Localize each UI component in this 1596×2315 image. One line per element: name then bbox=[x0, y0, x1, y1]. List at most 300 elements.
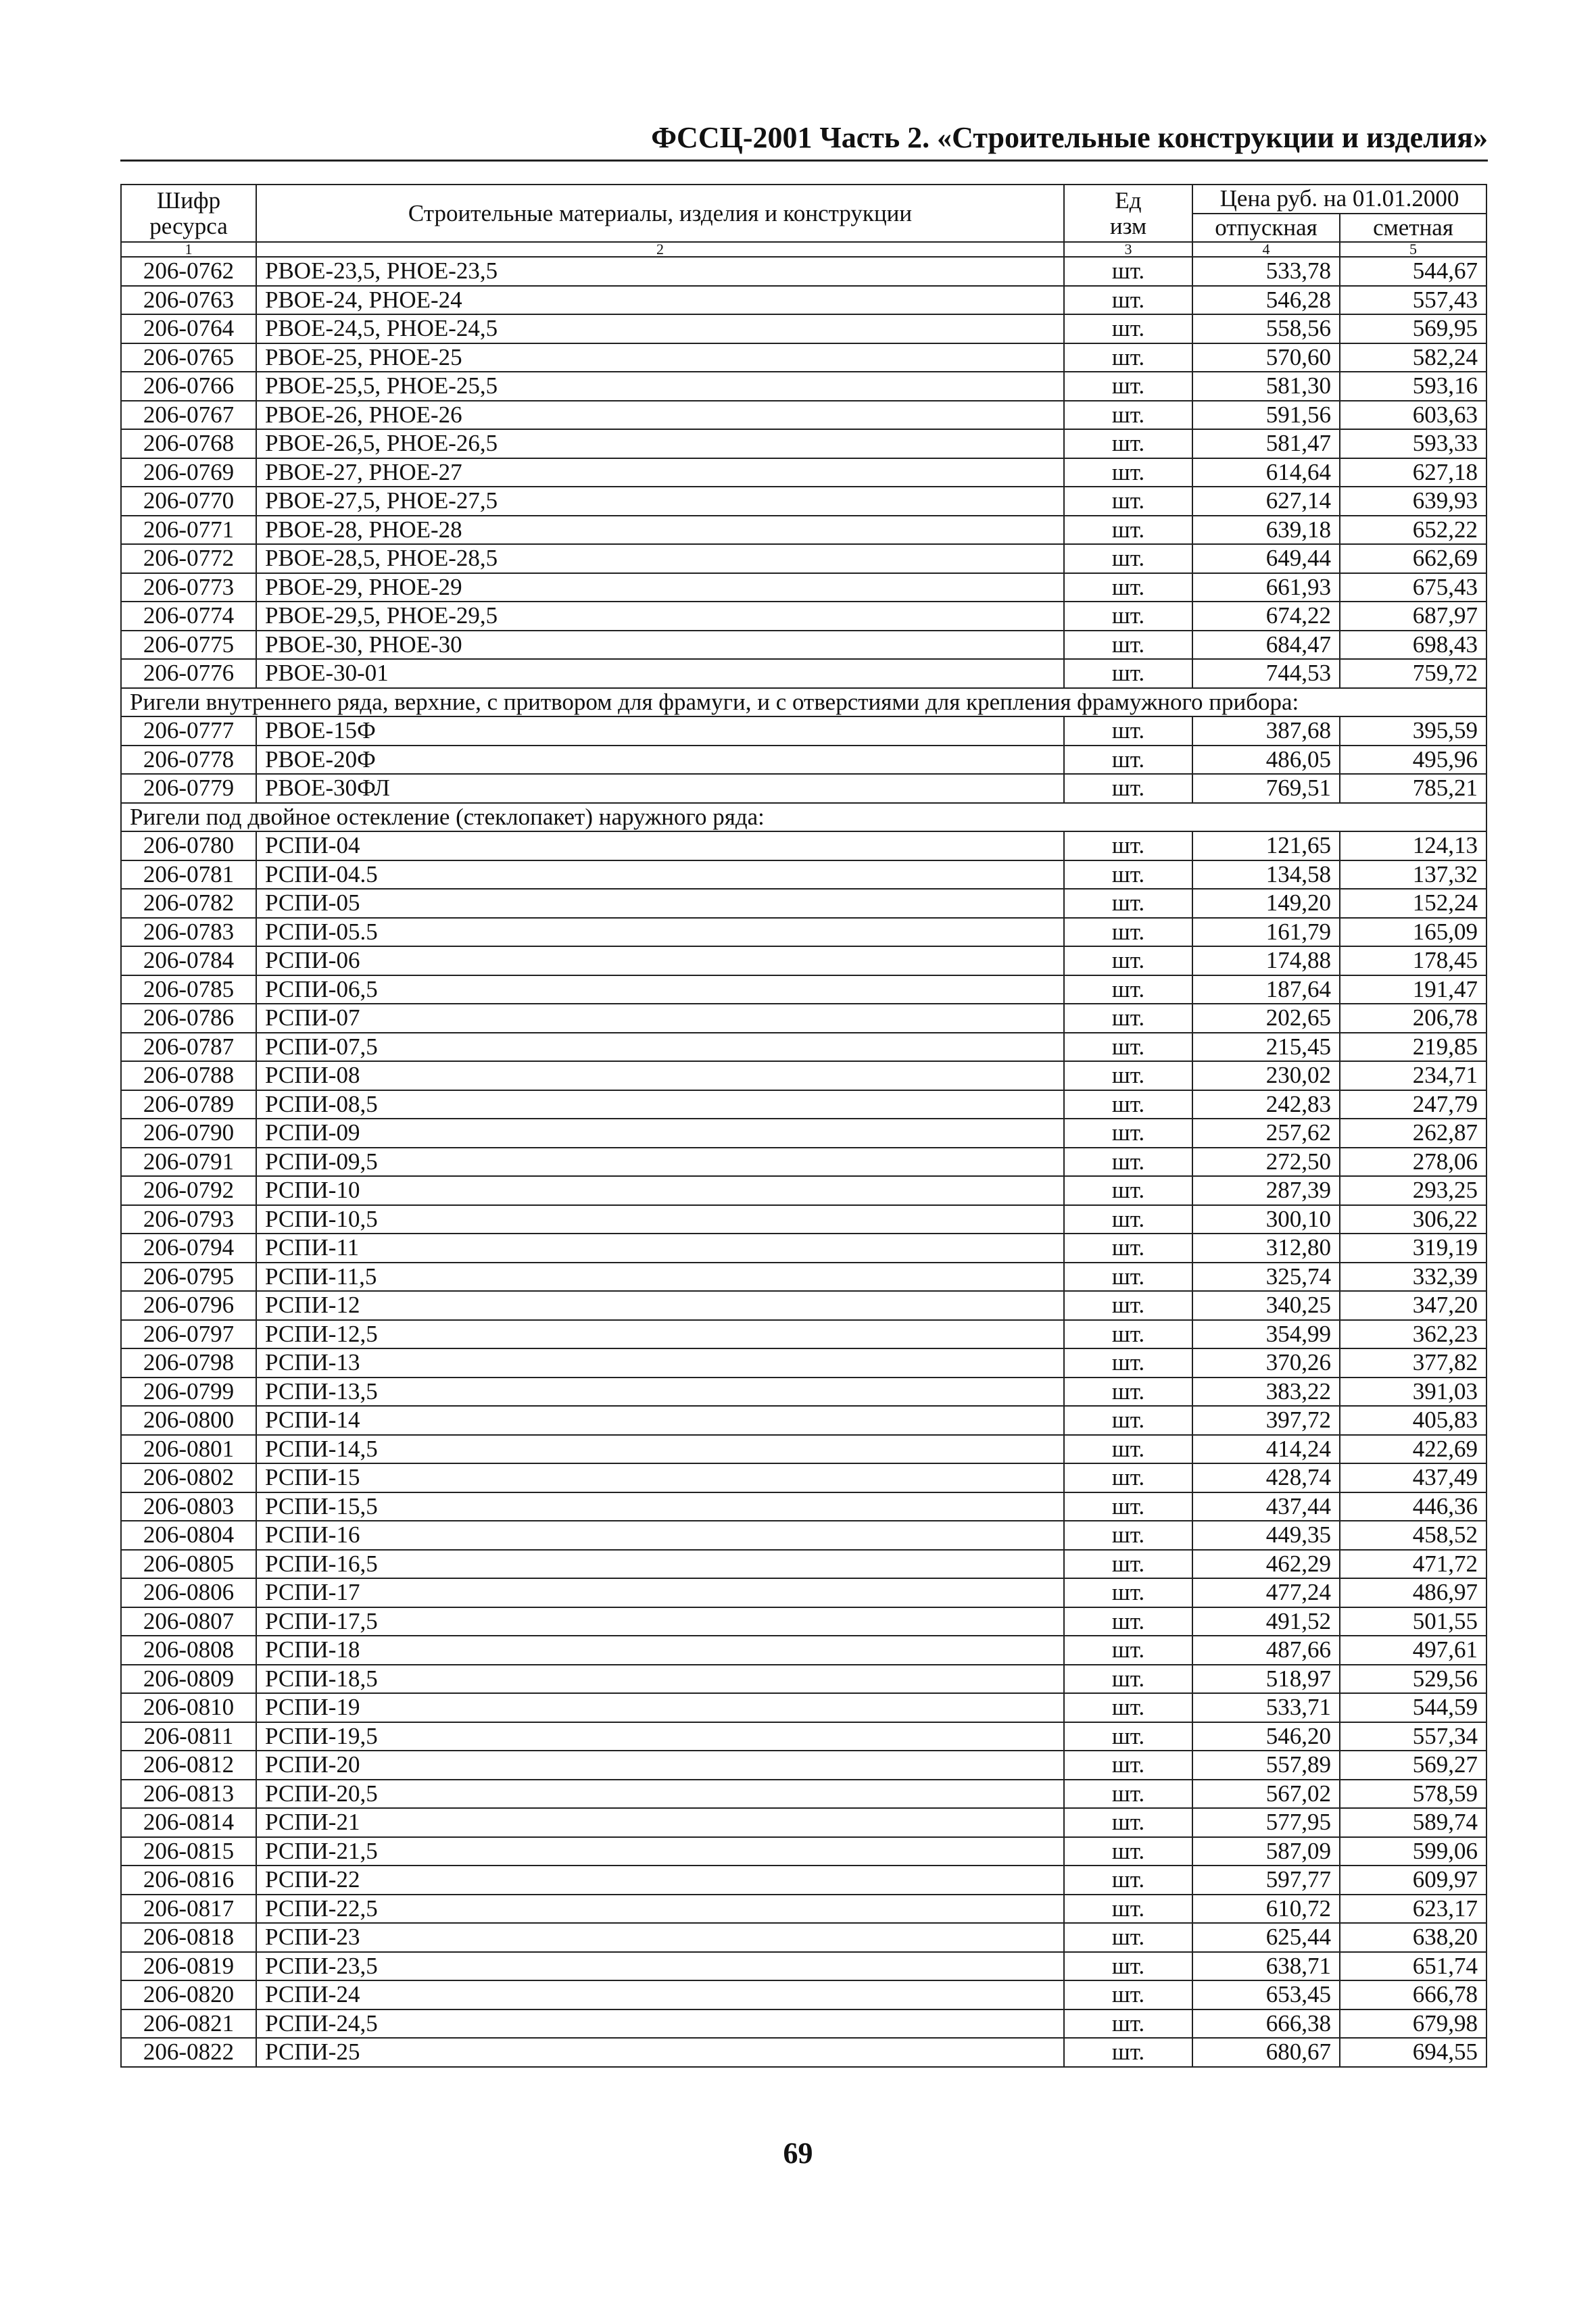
price-release-cell: 684,47 bbox=[1192, 631, 1340, 660]
resource-code-cell: 206-0817 bbox=[121, 1895, 256, 1924]
price-release-cell: 149,20 bbox=[1192, 889, 1340, 918]
resource-code-cell: 206-0819 bbox=[121, 1952, 256, 1981]
resource-name-cell: РСПИ-24 bbox=[256, 1980, 1064, 2009]
resource-name-cell: РСПИ-11,5 bbox=[256, 1263, 1064, 1292]
unit-cell: шт. bbox=[1064, 1837, 1192, 1866]
resource-name-cell: РСПИ-12 bbox=[256, 1291, 1064, 1320]
resource-code-cell: 206-0794 bbox=[121, 1234, 256, 1263]
resource-name-cell: РСПИ-10 bbox=[256, 1176, 1064, 1205]
price-estimate-cell: 679,98 bbox=[1340, 2009, 1486, 2039]
col-header-price-release: отпускная bbox=[1192, 214, 1340, 243]
col-header-unit-line1: Ед bbox=[1115, 187, 1142, 214]
resource-name-cell: РСПИ-22 bbox=[256, 1866, 1064, 1895]
price-estimate-cell: 694,55 bbox=[1340, 2038, 1486, 2067]
table-row bbox=[121, 458, 1486, 487]
resource-code-cell: 206-0763 bbox=[121, 286, 256, 315]
resource-code-cell: 206-0821 bbox=[121, 2009, 256, 2039]
price-estimate-cell: 639,93 bbox=[1340, 487, 1486, 516]
resource-name-cell: РВОЕ-28, РНОЕ-28 bbox=[256, 516, 1064, 545]
table-row bbox=[121, 1952, 1486, 1981]
unit-cell: шт. bbox=[1064, 458, 1192, 487]
table-row bbox=[121, 1291, 1486, 1320]
unit-cell: шт. bbox=[1064, 889, 1192, 918]
table-row bbox=[121, 1378, 1486, 1407]
table-body bbox=[121, 257, 1486, 2067]
price-release-cell: 638,71 bbox=[1192, 1952, 1340, 1981]
unit-cell: шт. bbox=[1064, 1263, 1192, 1292]
price-release-cell: 614,64 bbox=[1192, 458, 1340, 487]
resource-code-cell: 206-0787 bbox=[121, 1033, 256, 1062]
price-estimate-cell: 293,25 bbox=[1340, 1176, 1486, 1205]
table-row bbox=[121, 946, 1486, 975]
price-release-cell: 134,58 bbox=[1192, 860, 1340, 890]
resource-code-cell: 206-0822 bbox=[121, 2038, 256, 2067]
unit-cell: шт. bbox=[1064, 516, 1192, 545]
table-row bbox=[121, 257, 1486, 286]
resource-code-cell: 206-0818 bbox=[121, 1923, 256, 1952]
unit-cell: шт. bbox=[1064, 1348, 1192, 1378]
table-row bbox=[121, 544, 1486, 573]
section-title: Ригели под двойное остекление (стеклопакет) наружного ряда: bbox=[121, 803, 1486, 832]
table-row bbox=[121, 1693, 1486, 1722]
resource-name-cell: РВОЕ-27, РНОЕ-27 bbox=[256, 458, 1064, 487]
resource-code-cell: 206-0795 bbox=[121, 1263, 256, 1292]
price-estimate-cell: 332,39 bbox=[1340, 1263, 1486, 1292]
unit-cell: шт. bbox=[1064, 257, 1192, 286]
resource-code-cell: 206-0768 bbox=[121, 429, 256, 458]
price-estimate-cell: 578,59 bbox=[1340, 1780, 1486, 1809]
resource-name-cell: РСПИ-24,5 bbox=[256, 2009, 1064, 2039]
price-estimate-cell: 152,24 bbox=[1340, 889, 1486, 918]
table-row bbox=[121, 1004, 1486, 1033]
price-estimate-cell: 651,74 bbox=[1340, 1952, 1486, 1981]
resource-name-cell: РСПИ-13 bbox=[256, 1348, 1064, 1378]
resource-name-cell: РСПИ-10,5 bbox=[256, 1205, 1064, 1234]
table-row bbox=[121, 774, 1486, 803]
price-release-cell: 577,95 bbox=[1192, 1808, 1340, 1837]
table-row bbox=[121, 1751, 1486, 1780]
price-release-cell: 300,10 bbox=[1192, 1205, 1340, 1234]
price-estimate-cell: 247,79 bbox=[1340, 1090, 1486, 1119]
resource-code-cell: 206-0772 bbox=[121, 544, 256, 573]
resource-name-cell: РСПИ-05 bbox=[256, 889, 1064, 918]
document-header-title: ФССЦ-2001 Часть 2. «Строительные конструкции и изделия» bbox=[651, 121, 1488, 154]
resource-name-cell: РВОЕ-24,5, РНОЕ-24,5 bbox=[256, 314, 1064, 343]
price-release-cell: 174,88 bbox=[1192, 946, 1340, 975]
resource-code-cell: 206-0811 bbox=[121, 1722, 256, 1751]
unit-cell: шт. bbox=[1064, 2038, 1192, 2067]
price-release-cell: 518,97 bbox=[1192, 1665, 1340, 1694]
resource-name-cell: РСПИ-14 bbox=[256, 1406, 1064, 1435]
price-estimate-cell: 178,45 bbox=[1340, 946, 1486, 975]
table-row bbox=[121, 1521, 1486, 1550]
price-estimate-cell: 582,24 bbox=[1340, 343, 1486, 372]
unit-cell: шт. bbox=[1064, 286, 1192, 315]
price-release-cell: 449,35 bbox=[1192, 1521, 1340, 1550]
resource-code-cell: 206-0815 bbox=[121, 1837, 256, 1866]
col-header-code-line2: ресурса bbox=[149, 212, 228, 239]
price-release-cell: 567,02 bbox=[1192, 1780, 1340, 1809]
resource-name-cell: РСПИ-13,5 bbox=[256, 1378, 1064, 1407]
section-row bbox=[121, 688, 1486, 717]
price-release-cell: 230,02 bbox=[1192, 1061, 1340, 1090]
table-row bbox=[121, 1090, 1486, 1119]
resource-code-cell: 206-0789 bbox=[121, 1090, 256, 1119]
resource-name-cell: РВОЕ-26, РНОЕ-26 bbox=[256, 401, 1064, 430]
table-row bbox=[121, 1492, 1486, 1521]
resource-name-cell: РСПИ-08,5 bbox=[256, 1090, 1064, 1119]
resource-name-cell: РСПИ-17 bbox=[256, 1578, 1064, 1607]
resource-code-cell: 206-0771 bbox=[121, 516, 256, 545]
price-release-cell: 387,68 bbox=[1192, 716, 1340, 746]
unit-cell: шт. bbox=[1064, 1234, 1192, 1263]
resource-name-cell: РСПИ-07,5 bbox=[256, 1033, 1064, 1062]
resource-name-cell: РСПИ-16,5 bbox=[256, 1550, 1064, 1579]
resource-code-cell: 206-0809 bbox=[121, 1665, 256, 1694]
price-estimate-cell: 544,59 bbox=[1340, 1693, 1486, 1722]
price-release-cell: 769,51 bbox=[1192, 774, 1340, 803]
resource-name-cell: РСПИ-08 bbox=[256, 1061, 1064, 1090]
unit-cell: шт. bbox=[1064, 1808, 1192, 1837]
unit-cell: шт. bbox=[1064, 1578, 1192, 1607]
unit-cell: шт. bbox=[1064, 1148, 1192, 1177]
table-row bbox=[121, 1033, 1486, 1062]
resource-code-cell: 206-0793 bbox=[121, 1205, 256, 1234]
table-row bbox=[121, 1463, 1486, 1492]
price-release-cell: 558,56 bbox=[1192, 314, 1340, 343]
resource-name-cell: РСПИ-05.5 bbox=[256, 918, 1064, 947]
price-release-cell: 370,26 bbox=[1192, 1348, 1340, 1378]
resource-code-cell: 206-0782 bbox=[121, 889, 256, 918]
table-row bbox=[121, 1320, 1486, 1349]
price-estimate-cell: 486,97 bbox=[1340, 1578, 1486, 1607]
resource-code-cell: 206-0770 bbox=[121, 487, 256, 516]
price-release-cell: 397,72 bbox=[1192, 1406, 1340, 1435]
price-estimate-cell: 319,19 bbox=[1340, 1234, 1486, 1263]
table-row bbox=[121, 2009, 1486, 2039]
table-row bbox=[121, 716, 1486, 746]
price-release-cell: 340,25 bbox=[1192, 1291, 1340, 1320]
price-estimate-cell: 675,43 bbox=[1340, 573, 1486, 602]
col-header-name: Строительные материалы, изделия и конструкции bbox=[256, 185, 1064, 242]
unit-cell: шт. bbox=[1064, 860, 1192, 890]
col-header-unit-line2: изм bbox=[1109, 212, 1147, 239]
price-estimate-cell: 495,96 bbox=[1340, 746, 1486, 775]
unit-cell: шт. bbox=[1064, 1980, 1192, 2009]
table-row bbox=[121, 1923, 1486, 1952]
price-estimate-cell: 569,95 bbox=[1340, 314, 1486, 343]
unit-cell: шт. bbox=[1064, 1090, 1192, 1119]
price-estimate-cell: 652,22 bbox=[1340, 516, 1486, 545]
resource-name-cell: РСПИ-14,5 bbox=[256, 1435, 1064, 1464]
table-row bbox=[121, 1866, 1486, 1895]
price-estimate-cell: 422,69 bbox=[1340, 1435, 1486, 1464]
resource-name-cell: РСПИ-15 bbox=[256, 1463, 1064, 1492]
table-row bbox=[121, 516, 1486, 545]
unit-cell: шт. bbox=[1064, 1435, 1192, 1464]
price-estimate-cell: 593,33 bbox=[1340, 429, 1486, 458]
unit-cell: шт. bbox=[1064, 1607, 1192, 1636]
unit-cell: шт. bbox=[1064, 716, 1192, 746]
price-release-cell: 437,44 bbox=[1192, 1492, 1340, 1521]
price-estimate-cell: 124,13 bbox=[1340, 831, 1486, 860]
price-estimate-cell: 662,69 bbox=[1340, 544, 1486, 573]
resource-name-cell: РСПИ-18 bbox=[256, 1636, 1064, 1665]
resource-name-cell: РВОЕ-23,5, РНОЕ-23,5 bbox=[256, 257, 1064, 286]
resource-code-cell: 206-0784 bbox=[121, 946, 256, 975]
table-row bbox=[121, 429, 1486, 458]
resource-name-cell: РСПИ-21,5 bbox=[256, 1837, 1064, 1866]
unit-cell: шт. bbox=[1064, 975, 1192, 1004]
table-row bbox=[121, 860, 1486, 890]
table-row bbox=[121, 631, 1486, 660]
unit-cell: шт. bbox=[1064, 1780, 1192, 1809]
price-release-cell: 202,65 bbox=[1192, 1004, 1340, 1033]
col-header-code bbox=[121, 185, 256, 242]
resource-code-cell: 206-0807 bbox=[121, 1607, 256, 1636]
price-release-cell: 627,14 bbox=[1192, 487, 1340, 516]
resource-name-cell: РСПИ-12,5 bbox=[256, 1320, 1064, 1349]
table-row bbox=[121, 831, 1486, 860]
table-row bbox=[121, 918, 1486, 947]
price-release-cell: 581,47 bbox=[1192, 429, 1340, 458]
resource-code-cell: 206-0780 bbox=[121, 831, 256, 860]
unit-cell: шт. bbox=[1064, 774, 1192, 803]
price-estimate-cell: 206,78 bbox=[1340, 1004, 1486, 1033]
resource-name-cell: РСПИ-09,5 bbox=[256, 1148, 1064, 1177]
resource-code-cell: 206-0762 bbox=[121, 257, 256, 286]
unit-cell: шт. bbox=[1064, 1119, 1192, 1148]
price-release-cell: 462,29 bbox=[1192, 1550, 1340, 1579]
price-release-cell: 625,44 bbox=[1192, 1923, 1340, 1952]
resource-name-cell: РВОЕ-20Ф bbox=[256, 746, 1064, 775]
unit-cell: шт. bbox=[1064, 1176, 1192, 1205]
table-row bbox=[121, 1980, 1486, 2009]
resource-name-cell: РСПИ-06 bbox=[256, 946, 1064, 975]
price-estimate-cell: 437,49 bbox=[1340, 1463, 1486, 1492]
resource-code-cell: 206-0783 bbox=[121, 918, 256, 947]
resource-code-cell: 206-0814 bbox=[121, 1808, 256, 1837]
table-row bbox=[121, 975, 1486, 1004]
col-header-price: Цена руб. на 01.01.2000 bbox=[1192, 185, 1486, 214]
table-row bbox=[121, 659, 1486, 688]
table-row bbox=[121, 1435, 1486, 1464]
price-release-cell: 639,18 bbox=[1192, 516, 1340, 545]
price-estimate-cell: 306,22 bbox=[1340, 1205, 1486, 1234]
resource-price-table bbox=[120, 184, 1487, 2068]
price-estimate-cell: 362,23 bbox=[1340, 1320, 1486, 1349]
price-estimate-cell: 698,43 bbox=[1340, 631, 1486, 660]
table-row bbox=[121, 1837, 1486, 1866]
price-estimate-cell: 638,20 bbox=[1340, 1923, 1486, 1952]
resource-code-cell: 206-0805 bbox=[121, 1550, 256, 1579]
resource-code-cell: 206-0785 bbox=[121, 975, 256, 1004]
unit-cell: шт. bbox=[1064, 487, 1192, 516]
resource-name-cell: РВОЕ-26,5, РНОЕ-26,5 bbox=[256, 429, 1064, 458]
resource-code-cell: 206-0797 bbox=[121, 1320, 256, 1349]
column-number: 2 bbox=[256, 242, 1064, 257]
table-row bbox=[121, 746, 1486, 775]
resource-code-cell: 206-0806 bbox=[121, 1578, 256, 1607]
column-number: 5 bbox=[1340, 242, 1486, 257]
unit-cell: шт. bbox=[1064, 544, 1192, 573]
resource-code-cell: 206-0804 bbox=[121, 1521, 256, 1550]
price-estimate-cell: 137,32 bbox=[1340, 860, 1486, 890]
col-header-code-line1: Шифр bbox=[156, 187, 221, 214]
price-release-cell: 486,05 bbox=[1192, 746, 1340, 775]
table-row bbox=[121, 401, 1486, 430]
price-estimate-cell: 599,06 bbox=[1340, 1837, 1486, 1866]
price-release-cell: 581,30 bbox=[1192, 372, 1340, 401]
price-release-cell: 287,39 bbox=[1192, 1176, 1340, 1205]
price-release-cell: 354,99 bbox=[1192, 1320, 1340, 1349]
price-estimate-cell: 497,61 bbox=[1340, 1636, 1486, 1665]
price-release-cell: 187,64 bbox=[1192, 975, 1340, 1004]
table-row bbox=[121, 1665, 1486, 1694]
resource-code-cell: 206-0799 bbox=[121, 1378, 256, 1407]
price-release-cell: 649,44 bbox=[1192, 544, 1340, 573]
price-estimate-cell: 759,72 bbox=[1340, 659, 1486, 688]
resource-name-cell: РВОЕ-27,5, РНОЕ-27,5 bbox=[256, 487, 1064, 516]
unit-cell: шт. bbox=[1064, 1550, 1192, 1579]
unit-cell: шт. bbox=[1064, 1751, 1192, 1780]
resource-name-cell: РВОЕ-30-01 bbox=[256, 659, 1064, 688]
resource-code-cell: 206-0803 bbox=[121, 1492, 256, 1521]
price-release-cell: 533,71 bbox=[1192, 1693, 1340, 1722]
table-row bbox=[121, 1406, 1486, 1435]
resource-code-cell: 206-0801 bbox=[121, 1435, 256, 1464]
price-estimate-cell: 529,56 bbox=[1340, 1665, 1486, 1694]
price-estimate-cell: 191,47 bbox=[1340, 975, 1486, 1004]
price-estimate-cell: 627,18 bbox=[1340, 458, 1486, 487]
unit-cell: шт. bbox=[1064, 1866, 1192, 1895]
column-number: 1 bbox=[121, 242, 256, 257]
resource-name-cell: РВОЕ-25, РНОЕ-25 bbox=[256, 343, 1064, 372]
price-release-cell: 546,20 bbox=[1192, 1722, 1340, 1751]
price-estimate-cell: 569,27 bbox=[1340, 1751, 1486, 1780]
resource-code-cell: 206-0776 bbox=[121, 659, 256, 688]
price-estimate-cell: 557,34 bbox=[1340, 1722, 1486, 1751]
resource-code-cell: 206-0764 bbox=[121, 314, 256, 343]
price-release-cell: 557,89 bbox=[1192, 1751, 1340, 1780]
resource-code-cell: 206-0790 bbox=[121, 1119, 256, 1148]
table-row bbox=[121, 1205, 1486, 1234]
resource-code-cell: 206-0808 bbox=[121, 1636, 256, 1665]
unit-cell: шт. bbox=[1064, 746, 1192, 775]
resource-name-cell: РСПИ-11 bbox=[256, 1234, 1064, 1263]
unit-cell: шт. bbox=[1064, 831, 1192, 860]
resource-code-cell: 206-0820 bbox=[121, 1980, 256, 2009]
price-release-cell: 744,53 bbox=[1192, 659, 1340, 688]
unit-cell: шт. bbox=[1064, 2009, 1192, 2039]
unit-cell: шт. bbox=[1064, 1952, 1192, 1981]
unit-cell: шт. bbox=[1064, 1693, 1192, 1722]
unit-cell: шт. bbox=[1064, 1320, 1192, 1349]
price-release-cell: 312,80 bbox=[1192, 1234, 1340, 1263]
price-release-cell: 661,93 bbox=[1192, 573, 1340, 602]
resource-name-cell: РВОЕ-29,5, РНОЕ-29,5 bbox=[256, 602, 1064, 631]
table-row bbox=[121, 314, 1486, 343]
price-estimate-cell: 593,16 bbox=[1340, 372, 1486, 401]
price-estimate-cell: 377,82 bbox=[1340, 1348, 1486, 1378]
price-release-cell: 653,45 bbox=[1192, 1980, 1340, 2009]
resource-name-cell: РСПИ-25 bbox=[256, 2038, 1064, 2067]
resource-name-cell: РСПИ-20 bbox=[256, 1751, 1064, 1780]
table-row bbox=[121, 1636, 1486, 1665]
col-header-price-estimate: сметная bbox=[1340, 214, 1486, 243]
price-release-cell: 587,09 bbox=[1192, 1837, 1340, 1866]
unit-cell: шт. bbox=[1064, 602, 1192, 631]
resource-name-cell: РСПИ-20,5 bbox=[256, 1780, 1064, 1809]
table-row bbox=[121, 1808, 1486, 1837]
price-release-cell: 533,78 bbox=[1192, 257, 1340, 286]
resource-name-cell: РСПИ-23,5 bbox=[256, 1952, 1064, 1981]
resource-code-cell: 206-0798 bbox=[121, 1348, 256, 1378]
price-release-cell: 680,67 bbox=[1192, 2038, 1340, 2067]
resource-name-cell: РСПИ-19 bbox=[256, 1693, 1064, 1722]
unit-cell: шт. bbox=[1064, 1378, 1192, 1407]
price-release-cell: 161,79 bbox=[1192, 918, 1340, 947]
price-estimate-cell: 557,43 bbox=[1340, 286, 1486, 315]
table-row bbox=[121, 1722, 1486, 1751]
resource-code-cell: 206-0767 bbox=[121, 401, 256, 430]
unit-cell: шт. bbox=[1064, 1722, 1192, 1751]
unit-cell: шт. bbox=[1064, 631, 1192, 660]
unit-cell: шт. bbox=[1064, 1291, 1192, 1320]
price-release-cell: 121,65 bbox=[1192, 831, 1340, 860]
resource-name-cell: РСПИ-09 bbox=[256, 1119, 1064, 1148]
resource-name-cell: РСПИ-16 bbox=[256, 1521, 1064, 1550]
price-estimate-cell: 666,78 bbox=[1340, 1980, 1486, 2009]
unit-cell: шт. bbox=[1064, 1004, 1192, 1033]
resource-code-cell: 206-0810 bbox=[121, 1693, 256, 1722]
unit-cell: шт. bbox=[1064, 1492, 1192, 1521]
unit-cell: шт. bbox=[1064, 1923, 1192, 1952]
price-release-cell: 242,83 bbox=[1192, 1090, 1340, 1119]
table-row bbox=[121, 1263, 1486, 1292]
price-estimate-cell: 458,52 bbox=[1340, 1521, 1486, 1550]
unit-cell: шт. bbox=[1064, 1636, 1192, 1665]
price-release-cell: 272,50 bbox=[1192, 1148, 1340, 1177]
resource-code-cell: 206-0786 bbox=[121, 1004, 256, 1033]
column-number: 4 bbox=[1192, 242, 1340, 257]
price-estimate-cell: 234,71 bbox=[1340, 1061, 1486, 1090]
resource-name-cell: РСПИ-17,5 bbox=[256, 1607, 1064, 1636]
price-estimate-cell: 278,06 bbox=[1340, 1148, 1486, 1177]
resource-code-cell: 206-0812 bbox=[121, 1751, 256, 1780]
unit-cell: шт. bbox=[1064, 946, 1192, 975]
table-row bbox=[121, 573, 1486, 602]
resource-name-cell: РСПИ-22,5 bbox=[256, 1895, 1064, 1924]
resource-code-cell: 206-0796 bbox=[121, 1291, 256, 1320]
table-row bbox=[121, 1780, 1486, 1809]
resource-name-cell: РВОЕ-25,5, РНОЕ-25,5 bbox=[256, 372, 1064, 401]
price-release-cell: 383,22 bbox=[1192, 1378, 1340, 1407]
resource-code-cell: 206-0788 bbox=[121, 1061, 256, 1090]
unit-cell: шт. bbox=[1064, 1406, 1192, 1435]
price-estimate-cell: 501,55 bbox=[1340, 1607, 1486, 1636]
price-release-cell: 257,62 bbox=[1192, 1119, 1340, 1148]
resource-code-cell: 206-0779 bbox=[121, 774, 256, 803]
price-estimate-cell: 785,21 bbox=[1340, 774, 1486, 803]
resource-name-cell: РСПИ-04.5 bbox=[256, 860, 1064, 890]
price-estimate-cell: 347,20 bbox=[1340, 1291, 1486, 1320]
price-release-cell: 666,38 bbox=[1192, 2009, 1340, 2039]
resource-name-cell: РСПИ-07 bbox=[256, 1004, 1064, 1033]
column-number: 3 bbox=[1064, 242, 1192, 257]
column-number-row bbox=[121, 242, 1486, 257]
resource-name-cell: РСПИ-04 bbox=[256, 831, 1064, 860]
